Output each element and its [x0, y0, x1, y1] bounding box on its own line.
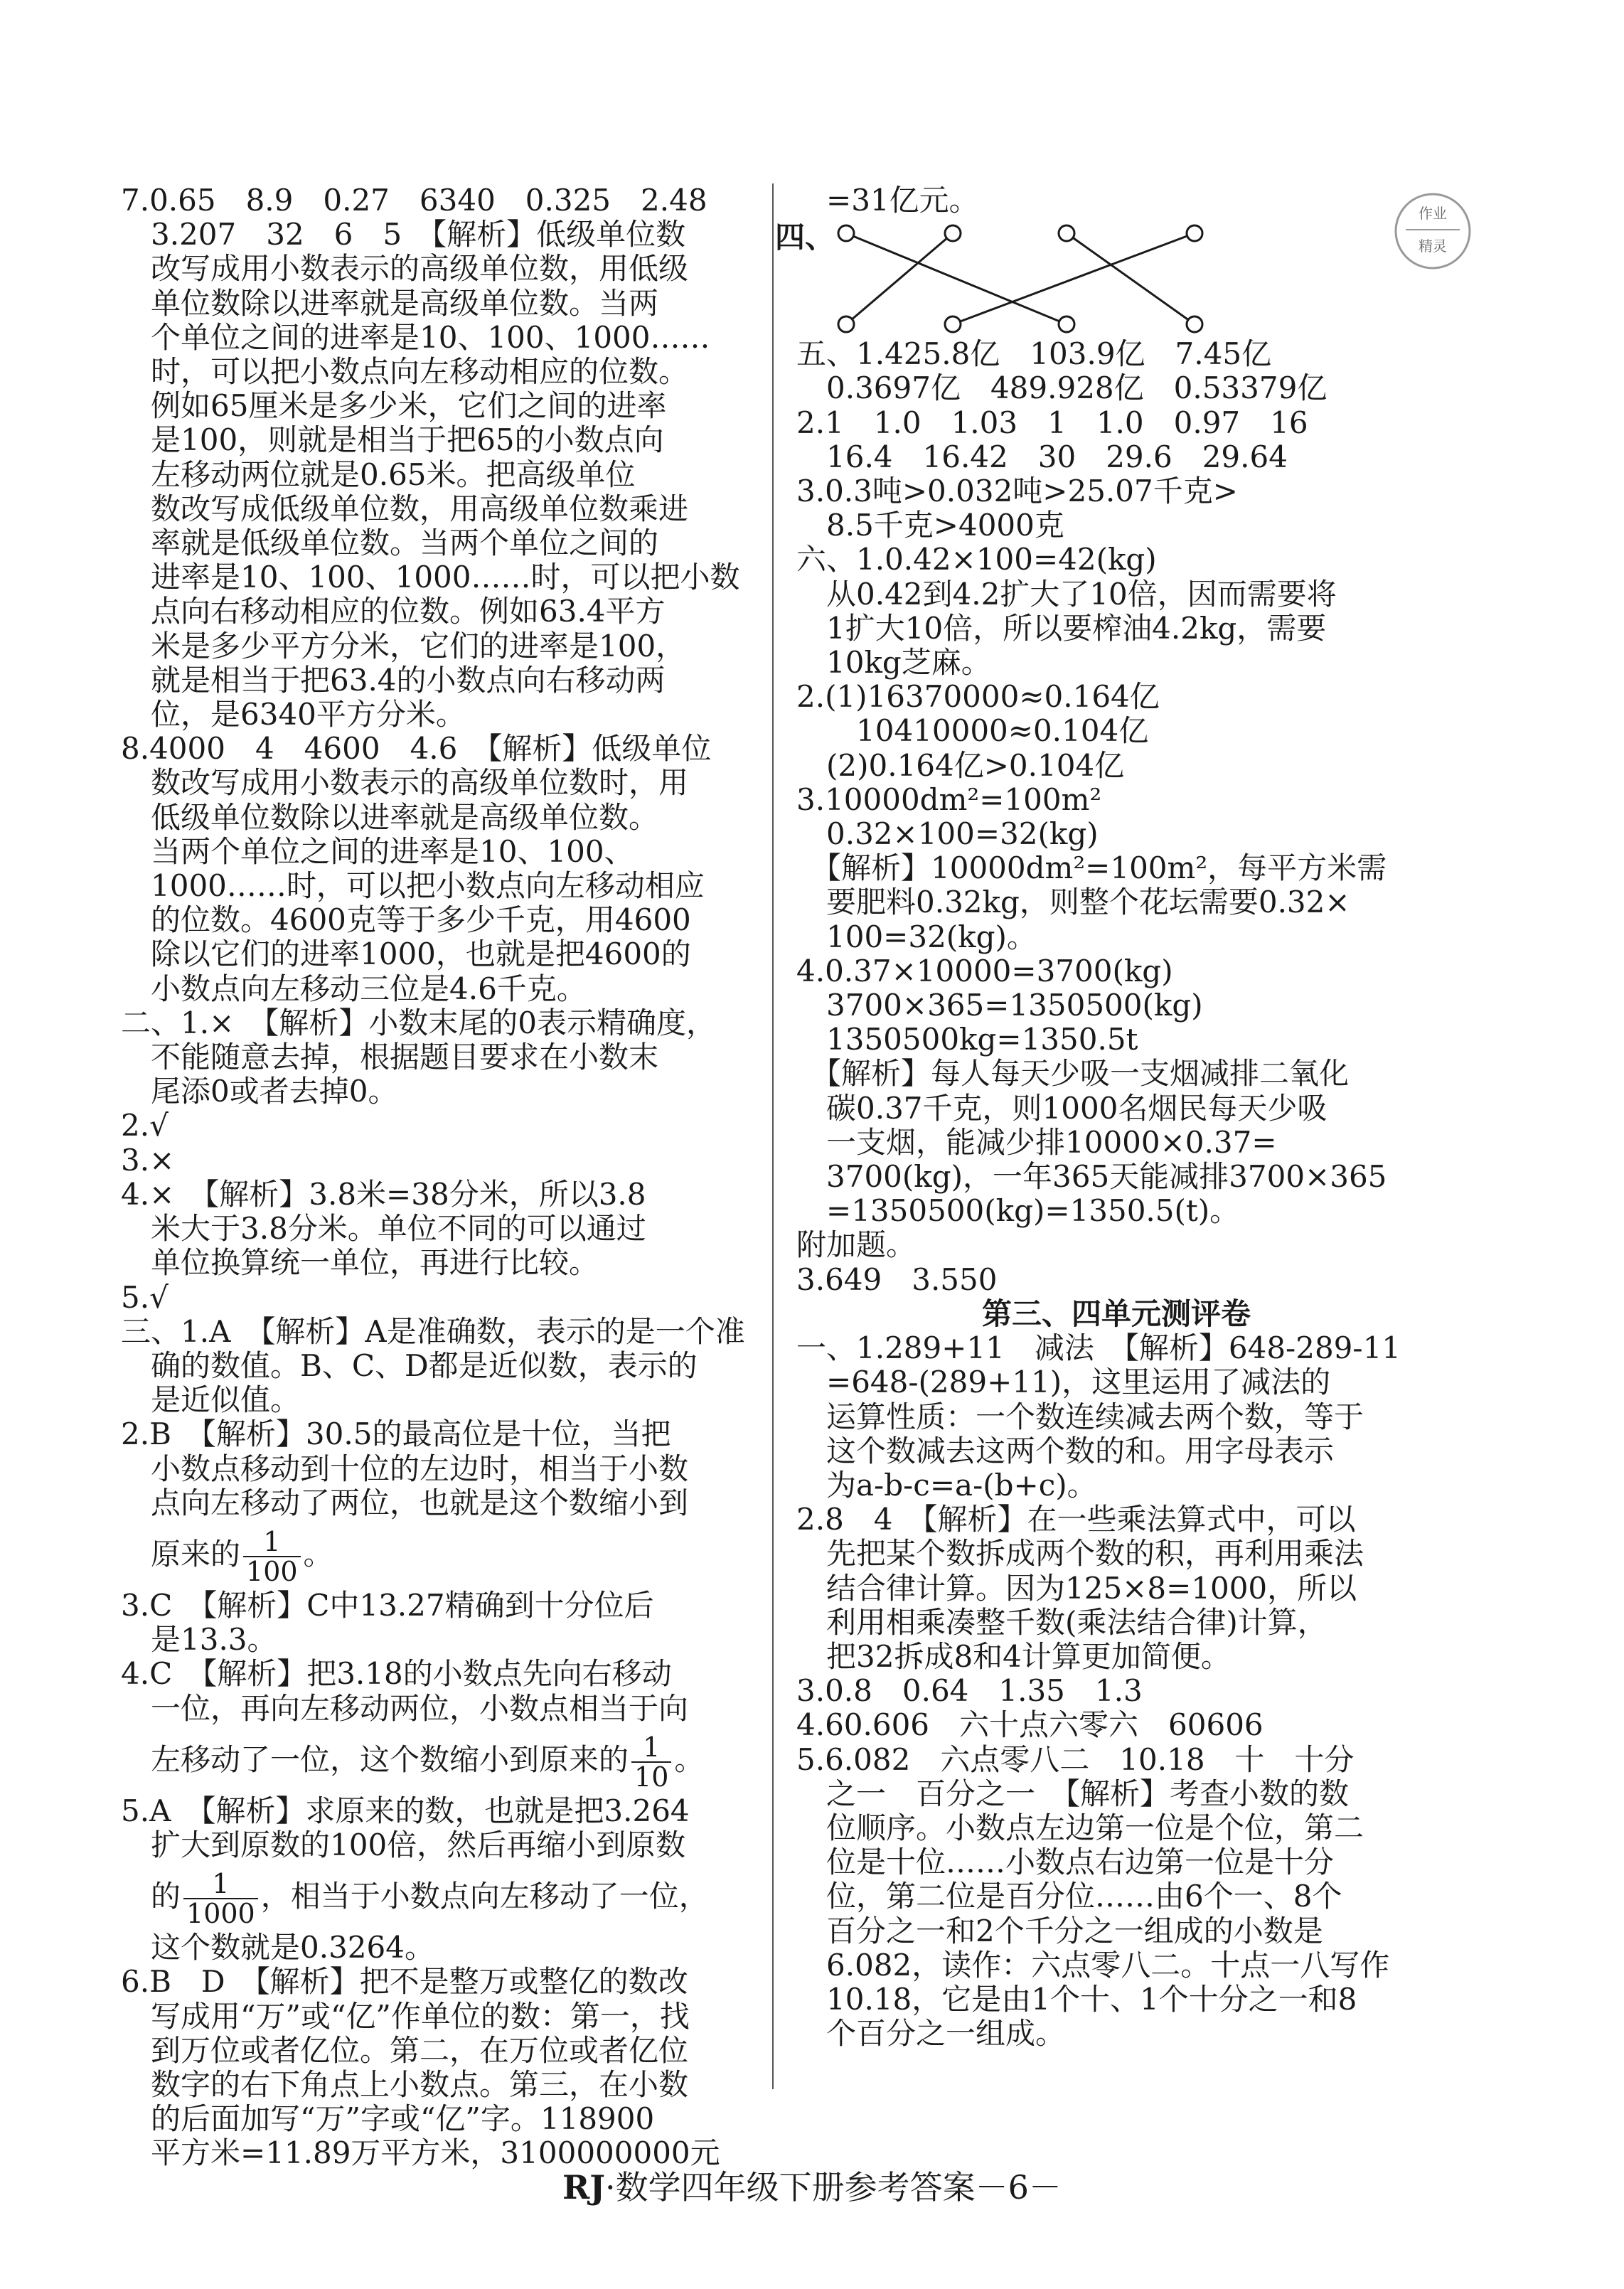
matching-link — [846, 233, 953, 324]
matching-node-top — [838, 225, 854, 241]
answer-line: 16.4 16.42 30 29.6 29.64 — [796, 439, 1288, 474]
answer-line: 10kg芝麻。 — [796, 645, 991, 681]
fraction-prefix: 左移动了一位，这个数缩小到原来的 — [121, 1741, 629, 1777]
answer-line: (2)0.164亿>0.104亿 — [796, 747, 1125, 783]
matching-node-bottom — [1059, 316, 1074, 332]
answer-line: 3.C 【解析】C中13.27精确到十分位后 — [121, 1587, 654, 1623]
answer-line: =1350500(kg)=1350.5(t)。 — [796, 1193, 1240, 1229]
page-footer — [0, 2162, 1624, 2209]
answer-line: 【解析】10000dm²=100m²，每平方米需 — [796, 850, 1387, 886]
answer-line: =31亿元。 — [796, 183, 979, 218]
matching-node-top — [1187, 225, 1202, 241]
answer-line: 米大于3.8分米。单位不同的可以通过 — [121, 1211, 646, 1247]
matching-node-top — [1059, 225, 1074, 241]
answer-line: 就是相当于把63.4的小数点向右移动两 — [121, 662, 666, 698]
answer-line: 3.0.8 0.64 1.35 1.3 — [796, 1673, 1143, 1709]
answer-line: 三、1.A 【解析】A是准确数，表示的是一个准 — [121, 1313, 745, 1349]
answer-line: 进率是10、100、1000……时，可以把小数 — [121, 560, 740, 595]
answer-line: 利用相乘凑整千数(乘法结合律)计算， — [796, 1604, 1327, 1640]
answer-line: 五、1.425.8亿 103.9亿 7.45亿 — [796, 336, 1272, 372]
answer-line: 10410000≈0.104亿 — [796, 713, 1149, 749]
answer-line: 2.8 4 【解析】在一些乘法算式中，可以 — [796, 1502, 1356, 1537]
answer-line: 单位换算统一单位，再进行比较。 — [121, 1245, 599, 1281]
answer-line: 时，可以把小数点向左移动相应的位数。 — [121, 354, 689, 390]
answer-line: 3.10000dm²=100m² — [796, 781, 1102, 817]
answer-line: 1000……时，可以把小数点向左移动相应 — [121, 868, 705, 904]
answer-line: 这个数就是0.3264。 — [121, 1930, 434, 1965]
answer-line: 点向左移动了两位，也就是这个数缩小到 — [121, 1485, 689, 1520]
fraction — [631, 1733, 671, 1791]
answer-line: 3.207 32 6 5 【解析】低级单位数 — [121, 217, 686, 252]
answer-line: 1扩大10倍，所以要榨油4.2kg，需要 — [796, 610, 1327, 646]
footer-prefix: RJ — [562, 2168, 606, 2207]
fraction-denominator: 1000 — [186, 1898, 255, 1930]
answer-line: 0.32×100=32(kg) — [796, 816, 1099, 852]
fraction-suffix: ，相当于小数点向左移动了一位， — [260, 1879, 709, 1914]
answer-line: 二、1.× 【解析】小数末尾的0表示精确度， — [121, 1005, 716, 1040]
answer-line: 除以它们的进率1000，也就是把4600的 — [121, 937, 691, 972]
fraction-numerator: 1 — [243, 1527, 301, 1557]
answer-line: 是13.3。 — [121, 1622, 277, 1658]
matching-link — [953, 233, 1195, 324]
answer-line: 到万位或者亿位。第二，在万位或者亿位 — [121, 2032, 689, 2068]
stamp-logo — [1390, 188, 1475, 274]
answer-line: 小数点移动到十位的左边时，相当于小数 — [121, 1451, 689, 1486]
answer-line: 个单位之间的进率是10、100、1000…… — [121, 319, 710, 355]
answer-line: 数字的右下角点上小数点。第三，在小数 — [121, 2066, 689, 2102]
answer-line: 数改写成低级单位数，用高级单位数乘进 — [121, 491, 689, 526]
answer-line: 3.× — [121, 1142, 175, 1178]
answer-line: 位，是6340平方分米。 — [121, 697, 466, 732]
answer-line: 4.C 【解析】把3.18的小数点先向右移动 — [121, 1656, 672, 1692]
matching-node-top — [945, 225, 961, 241]
answer-line: 扩大到原数的100倍，然后再缩小到原数 — [121, 1827, 686, 1862]
answer-line: 一支烟，能减少排10000×0.37= — [796, 1124, 1277, 1160]
fraction-line — [121, 1862, 747, 1931]
fraction-numerator: 1 — [183, 1869, 258, 1899]
answer-line: 5.A 【解析】求原来的数，也就是把3.264 — [121, 1793, 690, 1828]
matching-node-bottom — [945, 316, 961, 332]
answer-line: 【解析】每人每天少吸一支烟减排二氧化 — [796, 1056, 1350, 1092]
answer-line: 3700×365=1350500(kg) — [796, 988, 1203, 1023]
answer-line: 从0.42到4.2扩大了10倍，因而需要将 — [796, 576, 1337, 612]
left-column — [121, 183, 747, 2171]
answer-line: 六、1.0.42×100=42(kg) — [796, 542, 1157, 577]
fraction-prefix: 的 — [121, 1879, 181, 1914]
answer-line: 2.√ — [121, 1108, 169, 1143]
fraction-suffix: 。 — [303, 1536, 333, 1572]
answer-line: 一位，再向左移动两位，小数点相当于向 — [121, 1690, 689, 1726]
answer-line: 结合律计算。因为125×8=1000，所以 — [796, 1570, 1357, 1606]
answer-line: 小数点向左移动三位是4.6千克。 — [121, 971, 587, 1006]
answer-line: 当两个单位之间的进率是10、100、 — [121, 833, 634, 869]
matching-node-bottom — [1187, 316, 1202, 332]
answer-line: 个百分之一组成。 — [796, 2016, 1066, 2051]
answer-line: 4.0.37×10000=3700(kg) — [796, 953, 1173, 988]
answer-line: 碳0.37千克，则1000名烟民每天少吸 — [796, 1090, 1327, 1126]
answer-line: 为a-b-c=a-(b+c)。 — [796, 1467, 1097, 1503]
answer-line: 一、1.289+11 减法 【解析】648-289-11 — [796, 1330, 1401, 1366]
answer-line: 2.B 【解析】30.5的最高位是十位，当把 — [121, 1416, 671, 1452]
answer-line: 的位数。4600克等于多少千克，用4600 — [121, 902, 691, 938]
answer-line: 3.649 3.550 — [796, 1261, 998, 1297]
answer-line: 8.4000 4 4600 4.6 【解析】低级单位 — [121, 731, 712, 767]
answer-line: 6.082，读作：六点零八二。十点一八写作 — [796, 1947, 1390, 1983]
answer-line: 5.√ — [121, 1279, 169, 1315]
fraction-prefix: 原来的 — [121, 1536, 241, 1572]
section-four-label: 四、 — [775, 220, 835, 255]
answer-line: 例如65厘米是多少米，它们之间的进率 — [121, 388, 667, 424]
answer-line: 点向右移动相应的位数。例如63.4平方 — [121, 594, 666, 629]
answer-line: 改写成用小数表示的高级单位数，用低级 — [121, 251, 689, 287]
answer-line: 1350500kg=1350.5t — [796, 1022, 1138, 1057]
answer-line: 先把某个数拆成两个数的积，再利用乘法 — [796, 1536, 1364, 1572]
answer-line: 7.0.65 8.9 0.27 6340 0.325 2.48 — [121, 183, 707, 218]
column-divider — [772, 183, 774, 2089]
stamp-line1: 作业 — [1419, 205, 1447, 222]
answer-line: 2.1 1.0 1.03 1 1.0 0.97 16 — [796, 405, 1308, 440]
fraction-line — [121, 1520, 747, 1589]
answer-line: 百分之一和2个千分之一组成的小数是 — [796, 1913, 1323, 1948]
answer-line: 3.0.3吨>0.032吨>25.07千克> — [796, 474, 1238, 509]
unit-test-title: 第三、四单元测评卷 — [981, 1296, 1251, 1331]
fraction — [243, 1527, 301, 1586]
answer-line: =648-(289+11)，这里运用了减法的 — [796, 1365, 1331, 1400]
fraction-line — [121, 1726, 747, 1794]
fraction-denominator: 100 — [246, 1555, 298, 1587]
answer-line: 0.3697亿 489.928亿 0.53379亿 — [796, 370, 1327, 406]
answer-line: 位顺序。小数点左边第一位是个位，第二 — [796, 1810, 1364, 1845]
answer-line: 100=32(kg)。 — [796, 919, 1037, 954]
answer-line: 写成用“万”或“亿”作单位的数：第一，找 — [121, 1998, 690, 2034]
matching-section — [775, 218, 1436, 337]
right-column — [775, 183, 1436, 2051]
answer-line: 这个数减去这两个数的和。用字母表示 — [796, 1433, 1335, 1468]
answer-line: 率就是低级单位数。当两个单位之间的 — [121, 525, 659, 561]
answer-line: 2.(1)16370000≈0.164亿 — [796, 679, 1160, 715]
answer-line: 4.× 【解析】3.8米=38分米，所以3.8 — [121, 1176, 646, 1212]
answer-line: 要肥料0.32kg，则整个花坛需要0.32× — [796, 885, 1350, 920]
answer-line: 左移动两位就是0.65米。把高级单位 — [121, 457, 636, 492]
answer-line: 是100，则就是相当于把65的小数点向 — [121, 422, 664, 458]
answer-line: 位是十位……小数点右边第一位是十分 — [796, 1845, 1335, 1880]
fraction-numerator: 1 — [631, 1733, 671, 1763]
fraction-suffix: 。 — [674, 1741, 705, 1777]
matching-link — [846, 233, 1067, 324]
answer-line: 5.6.082 六点零八二 10.18 十 十分 — [796, 1741, 1355, 1777]
fraction-denominator: 10 — [634, 1761, 669, 1793]
fraction — [183, 1869, 258, 1928]
answer-line: 低级单位数除以进率就是高级单位数。 — [121, 799, 659, 835]
matching-diagram — [825, 218, 1266, 337]
answer-line: 位，第二位是百分位……由6个一、8个 — [796, 1879, 1342, 1914]
answer-line: 把32拆成8和4计算更加简便。 — [796, 1638, 1231, 1674]
answer-line: 附加题。 — [796, 1227, 917, 1263]
answer-line: 4.60.606 六十点六零六 60606 — [796, 1707, 1264, 1743]
answer-line: 数改写成用小数表示的高级单位数时，用 — [121, 765, 689, 801]
matching-node-bottom — [838, 316, 854, 332]
answer-line: 6.B D 【解析】把不是整万或整亿的数改 — [121, 1964, 688, 2000]
answer-line: 是近似值。 — [121, 1382, 301, 1418]
stamp-line2: 精灵 — [1419, 238, 1447, 255]
answer-line: 尾添0或者去掉0。 — [121, 1074, 398, 1109]
answer-line: 单位数除以进率就是高级单位数。当两 — [121, 285, 659, 321]
answer-line: 之一 百分之一 【解析】考查小数的数 — [796, 1776, 1350, 1811]
answer-line: 10.18，它是由1个十、1个十分之一和8 — [796, 1981, 1357, 2017]
answer-line: 3700(kg)，一年365天能减排3700×365 — [796, 1159, 1387, 1195]
answer-line: 确的数值。B、C、D都是近似数，表示的 — [121, 1348, 698, 1383]
answer-line: 运算性质：一个数连续减去两个数，等于 — [796, 1399, 1364, 1434]
footer-text: ·数学四年级下册参考答案－6－ — [605, 2168, 1062, 2207]
answer-line: 米是多少平方分米，它们的进率是100， — [121, 628, 686, 663]
answer-line: 平方米=11.89万平方米，3100000000元 — [121, 2135, 720, 2171]
answer-line: 不能随意去掉，根据题目要求在小数末 — [121, 1040, 659, 1075]
answer-line: 8.5千克>4000克 — [796, 508, 1064, 543]
matching-link — [1067, 233, 1195, 324]
answer-line: 的后面加写“万”字或“亿”字。118900 — [121, 2101, 655, 2137]
